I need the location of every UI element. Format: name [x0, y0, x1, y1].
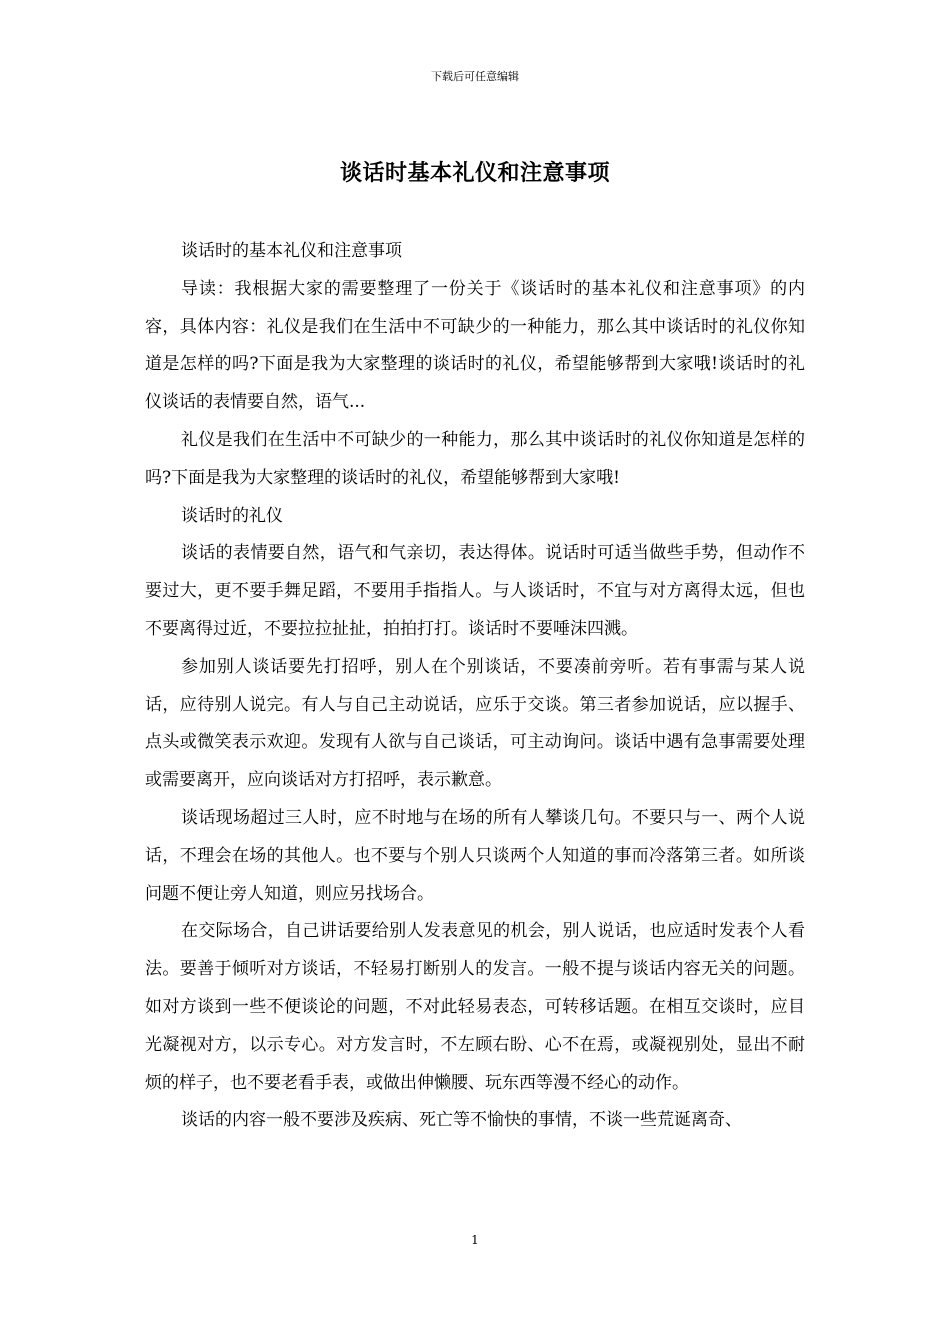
paragraph-subtitle: 谈话时的基本礼仪和注意事项 — [181, 241, 402, 261]
section-heading: 谈话时的礼仪 — [181, 505, 283, 526]
page-number: 1 — [471, 1233, 479, 1247]
paragraph-intro: 导读：我根据大家的需要整理了一份关于《谈话时的基本礼仪和注意事项》的内容，具体内容：礼仪是我们在生活中不可缺少的一种能力，那么其中谈话时的礼仪你知道是怎样的吗?下面是我为大家整理的谈话时的礼仪，希望能够帮到大家哦!谈话时的礼仪谈话的表情要自然，语气... — [145, 278, 805, 413]
paragraph: 在交际场合，自己讲话要给别人发表意见的机会，别人说话，也应适时发表个人看法。要善于倾听对方谈话，不轻易打断别人的发言。一般不提与谈话内容无关的问题。如对方谈到一些不便谈论的问题，不对此轻易表态，可转移话题。在相互交谈时，应目光凝视对方，以示专心。对方发言时，不左顾右盼、心不在焉，或凝视别处，显出不耐烦的样子，也不要老看手表，或做出伸懒腰、玩东西等漫不经心的动作。 — [145, 921, 805, 1093]
document-body — [145, 233, 805, 1140]
page-header: 下载后可任意编辑 — [431, 70, 519, 83]
paragraph: 礼仪是我们在生活中不可缺少的一种能力，那么其中谈话时的礼仪你知道是怎样的吗?下面是我为大家整理的谈话时的礼仪，希望能够帮到大家哦! — [145, 429, 805, 488]
document-title: 谈话时基本礼仪和注意事项 — [339, 160, 610, 186]
paragraph: 谈话的内容一般不要涉及疾病、死亡等不愉快的事情，不谈一些荒诞离奇、 — [181, 1110, 742, 1131]
paragraph: 谈话的表情要自然，语气和气亲切，表达得体。说话时可适当做些手势，但动作不要过大，更不要手舞足蹈，不要用手指指人。与人谈话时，不宜与对方离得太远，但也不要离得过近，不要拉拉扯扯，拍拍打打。谈话时不要唾沫四溅。 — [145, 543, 805, 639]
paragraph: 谈话现场超过三人时，应不时地与在场的所有人攀谈几句。不要只与一、两个人说话，不理会在场的其他人。也不要与个别人只谈两个人知道的事而冷落第三者。如所谈问题不便让旁人知道，则应另找场合。 — [145, 807, 805, 904]
paragraph: 参加别人谈话要先打招呼，别人在个别谈话，不要凑前旁听。若有事需与某人说话，应待别人说完。有人与自己主动说话，应乐于交谈。第三者参加说话，应以握手、点头或微笑表示欢迎。发现有人欲与自己谈话，可主动询问。谈话中遇有急事需要处理或需要离开，应向谈话对方打招呼，表示歉意。 — [145, 656, 805, 791]
